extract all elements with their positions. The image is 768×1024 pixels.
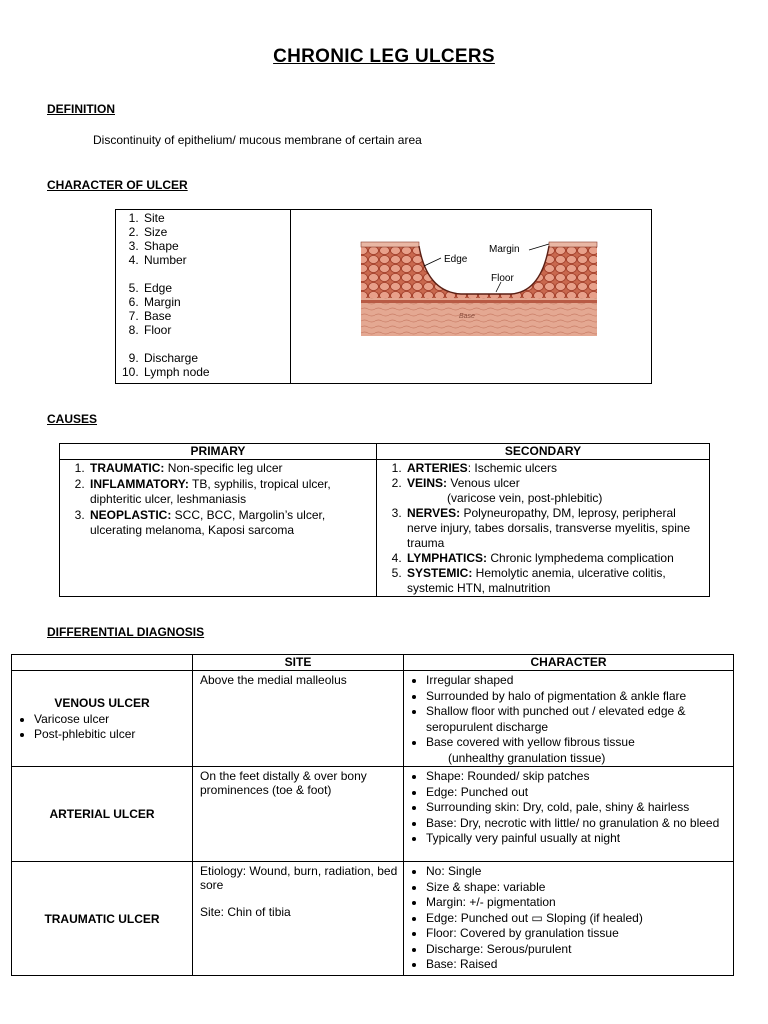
ddx-site-cell: Above the medial malleolus <box>193 671 404 767</box>
page-title: CHRONIC LEG ULCERS <box>273 46 495 67</box>
list-item: 2. INFLAMMATORY: TB, syphilis, tropical ulcer, diphteritic ulcer, leshmaniasis <box>88 477 376 508</box>
list-item: • Edge: Punched out ▭ Sloping (if healed) <box>426 911 733 927</box>
base-label: Base <box>459 313 475 320</box>
causes-table <box>59 443 710 597</box>
table-row <box>12 767 734 862</box>
character-list-cell <box>116 210 291 384</box>
secondary-header: SECONDARY <box>377 444 710 460</box>
list-item: 5. SYSTEMIC: Hemolytic anemia, ulcerative colitis, systemic HTN, malnutrition <box>405 566 709 596</box>
list-gap <box>142 337 290 351</box>
list-item: 3. NERVES: Polyneuropathy, DM, leprosy, peripheral nerve injury, tabes dorsalis, transverse myelitis, spine trauma <box>405 506 709 551</box>
ddx-character-cell <box>404 767 734 862</box>
list-item: • Size & shape: variable <box>426 880 733 896</box>
floor-label: Floor <box>491 273 514 284</box>
list-item: • Discharge: Serous/purulent <box>426 942 733 958</box>
definition-heading: DEFINITION <box>47 102 115 116</box>
character-list <box>404 864 733 973</box>
ulcer-name: VENOUS ULCER <box>54 695 150 710</box>
secondary-causes-list <box>377 461 709 596</box>
character-list <box>116 211 290 379</box>
ddx-character-cell <box>404 862 734 976</box>
ddx-name-cell <box>12 671 193 767</box>
list-item: 10. Lymph node <box>142 365 290 379</box>
edge-label: Edge <box>444 254 468 265</box>
primary-header: PRIMARY <box>60 444 377 460</box>
ulcer-diagram-cell <box>291 210 652 384</box>
base-layer <box>361 298 597 336</box>
secondary-causes-cell <box>377 460 710 597</box>
list-item: 3. Shape <box>142 239 290 253</box>
list-item: 2. VEINS: Venous ulcer (varicose vein, post-phlebitic) <box>405 476 709 506</box>
character-heading: CHARACTER OF ULCER <box>47 178 188 192</box>
table-row <box>12 862 734 976</box>
ddx-name-cell <box>12 767 193 862</box>
list-item: • No: Single <box>426 864 733 880</box>
list-item: • Typically very painful usually at night <box>426 831 733 847</box>
epithelium-layer <box>361 246 597 298</box>
character-list <box>404 769 733 847</box>
ulcer-name: TRAUMATIC ULCER <box>44 911 160 926</box>
character-table <box>115 209 652 384</box>
list-item: • Shallow floor with punched out / elevated edge & seropurulent discharge <box>426 704 733 735</box>
causes-heading: CAUSES <box>47 412 98 426</box>
list-item: 6. Margin <box>142 295 290 309</box>
list-item: • Margin: +/- pigmentation <box>426 895 733 911</box>
list-item: • Base covered with yellow fibrous tissue (unhealthy granulation tissue) <box>426 735 733 766</box>
list-item: 1. Site <box>142 211 290 225</box>
list-item: 8. Floor <box>142 323 290 337</box>
list-item: 5. Edge <box>142 281 290 295</box>
list-item: 4. Number <box>142 253 290 267</box>
ddx-site-header: SITE <box>193 655 404 671</box>
list-item: • Surrounding skin: Dry, cold, pale, shiny & hairless <box>426 800 733 816</box>
ddx-heading: DIFFERENTIAL DIAGNOSIS <box>47 625 205 639</box>
subtype-list <box>12 712 192 742</box>
ddx-site-cell: On the feet distally & over bony prominences (toe & foot) <box>193 767 404 862</box>
list-item: 9. Discharge <box>142 351 290 365</box>
list-item: • Post-phlebitic ulcer <box>34 727 192 742</box>
list-item: 7. Base <box>142 309 290 323</box>
margin-label: Margin <box>489 244 520 255</box>
list-item: 3. NEOPLASTIC: SCC, BCC, Margolin’s ulcer, ulcerating melanoma, Kaposi sarcoma <box>88 508 376 539</box>
ddx-site-cell: Etiology: Wound, burn, radiation, bed sore Site: Chin of tibia <box>193 862 404 976</box>
list-item: 1. ARTERIES: Ischemic ulcers <box>405 461 709 476</box>
ulcer-name: ARTERIAL ULCER <box>49 807 155 821</box>
list-item: • Edge: Punched out <box>426 785 733 801</box>
list-item: 1. TRAUMATIC: Non-specific leg ulcer <box>88 461 376 477</box>
primary-causes-cell <box>60 460 377 597</box>
ddx-character-header: CHARACTER <box>404 655 734 671</box>
list-item: • Floor: Covered by granulation tissue <box>426 926 733 942</box>
list-item: 4. LYMPHATICS: Chronic lymphedema complication <box>405 551 709 566</box>
ddx-character-cell <box>404 671 734 767</box>
ddx-table <box>11 654 734 976</box>
ddx-name-cell <box>12 862 193 976</box>
list-gap <box>142 267 290 281</box>
ulcer-diagram <box>291 210 651 380</box>
list-item: • Irregular shaped <box>426 673 733 689</box>
list-item: • Shape: Rounded/ skip patches <box>426 769 733 785</box>
table-row <box>12 671 734 767</box>
list-item: • Base: Dry, necrotic with little/ no granulation & no bleed <box>426 816 733 832</box>
list-item: • Varicose ulcer <box>34 712 192 727</box>
list-item: • Surrounded by halo of pigmentation & ankle flare <box>426 689 733 705</box>
character-list <box>404 673 733 766</box>
primary-causes-list <box>60 461 376 539</box>
list-item: • Base: Raised <box>426 957 733 973</box>
ddx-name-header <box>12 655 193 671</box>
definition-text: Discontinuity of epithelium/ mucous membrane of certain area <box>93 133 422 147</box>
list-item: 2. Size <box>142 225 290 239</box>
